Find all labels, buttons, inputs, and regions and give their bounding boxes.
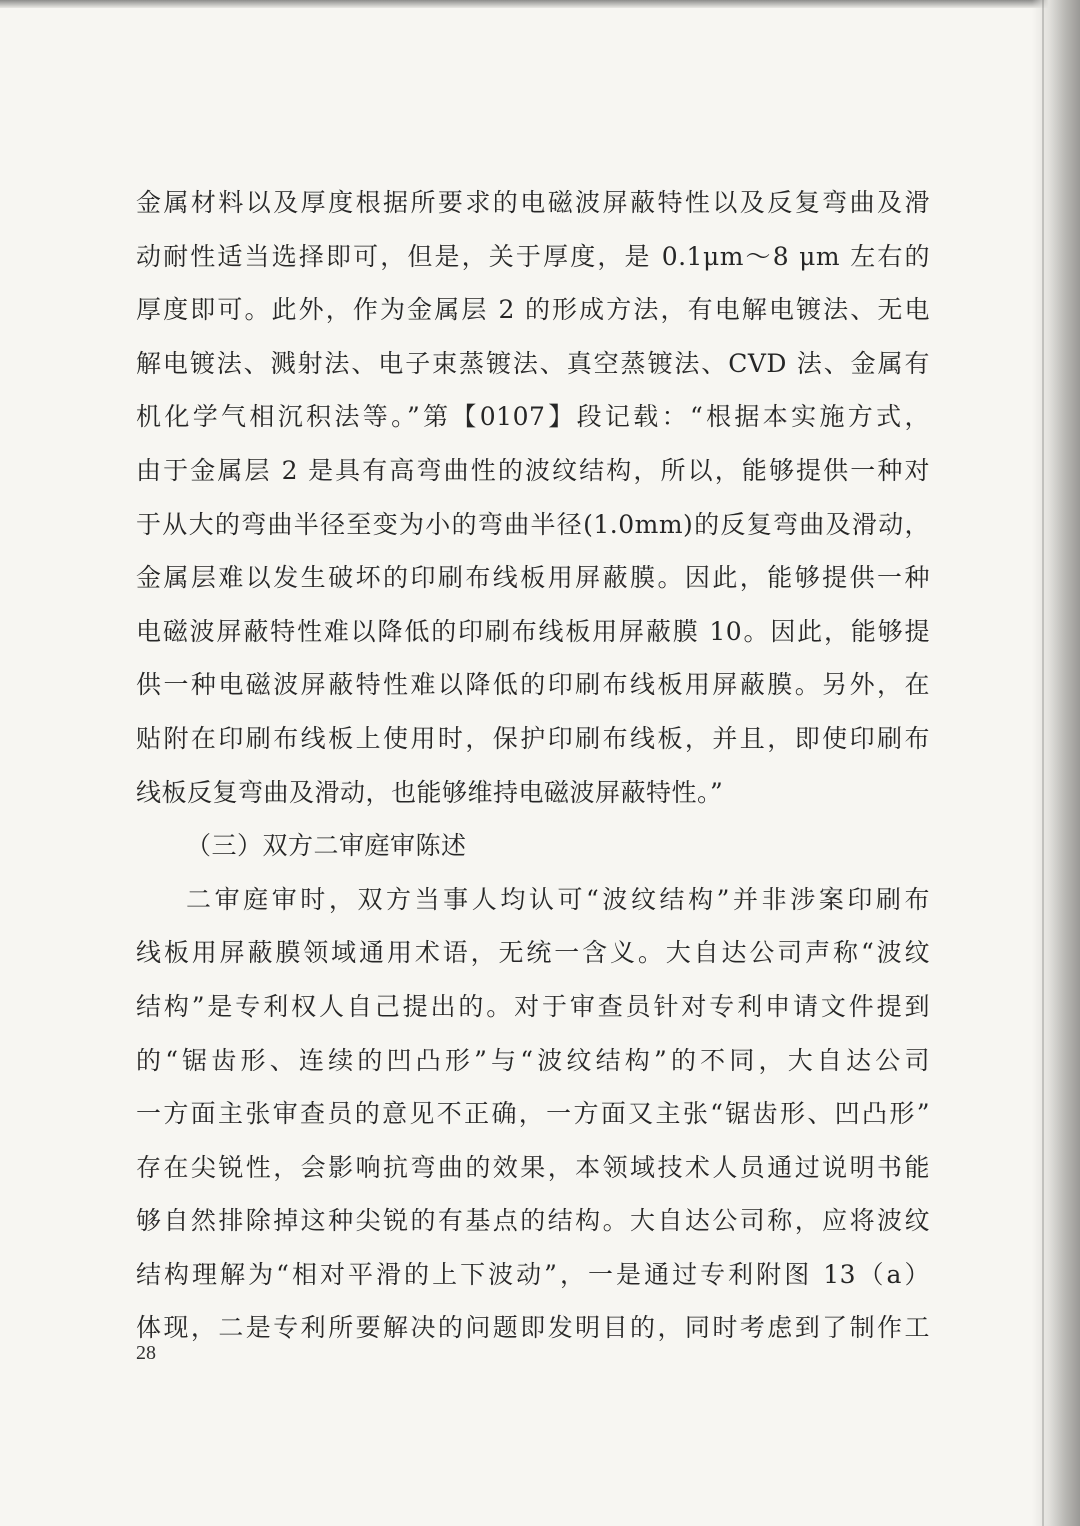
page-body bbox=[136, 176, 930, 1355]
body-line: 线板用屏蔽膜领域通用术语，无统一含义。大自达公司声称“波纹 bbox=[136, 938, 930, 968]
body-line: 由于金属层 2 是具有高弯曲性的波纹结构，所以，能够提供一种对 bbox=[136, 455, 930, 485]
body-line: 金属材料以及厚度根据所要求的电磁波屏蔽特性以及反复弯曲及滑 bbox=[136, 188, 930, 217]
body-line: 于从大的弯曲半径至变为小的弯曲半径(1.0mm)的反复弯曲及滑动， bbox=[136, 509, 930, 539]
body-line: 动耐性适当选择即可，但是，关于厚度，是 0.1μm～8 μm 左右的 bbox=[136, 241, 930, 271]
body-line: 二审庭审时，双方当事人均认可“波纹结构”并非涉案印刷布 bbox=[186, 884, 930, 914]
body-line: 解电镀法、溅射法、电子束蒸镀法、真空蒸镀法、CVD 法、金属有 bbox=[136, 348, 930, 378]
body-line: 金属层难以发生破坏的印刷布线板用屏蔽膜。因此，能够提供一种 bbox=[136, 563, 930, 593]
body-line: 结构”是专利权人自己提出的。对于审查员针对专利申请文件提到 bbox=[136, 991, 930, 1021]
body-line: 的“锯齿形、连续的凹凸形”与“波纹结构”的不同，大自达公司 bbox=[136, 1045, 930, 1075]
section-heading: （三）双方二审庭审陈述 bbox=[186, 831, 467, 861]
body-line: 供一种电磁波屏蔽特性难以降低的印刷布线板用屏蔽膜。另外，在 bbox=[136, 670, 930, 700]
body-line: 机化学气相沉积法等。”第【0107】段记载：“根据本实施方式， bbox=[136, 402, 930, 432]
body-line: 电磁波屏蔽特性难以降低的印刷布线板用屏蔽膜 10。因此，能够提 bbox=[136, 616, 930, 646]
body-line: 体现，二是专利所要解决的问题即发明目的，同时考虑到了制作工 bbox=[136, 1313, 930, 1343]
body-line: 厚度即可。此外，作为金属层 2 的形成方法，有电解电镀法、无电 bbox=[136, 295, 930, 325]
body-line: 够自然排除掉这种尖锐的有基点的结构。大自达公司称，应将波纹 bbox=[136, 1206, 930, 1236]
body-line: 线板反复弯曲及滑动，也能够维持电磁波屏蔽特性。” bbox=[136, 777, 724, 807]
scan-top-edge bbox=[0, 0, 1080, 8]
page-number: 28 bbox=[136, 1342, 156, 1364]
body-line: 一方面主张审查员的意见不正确，一方面又主张“锯齿形、凹凸形” bbox=[136, 1099, 930, 1129]
body-line: 贴附在印刷布线板上使用时，保护印刷布线板，并且，即使印刷布 bbox=[136, 723, 930, 753]
body-line: 存在尖锐性，会影响抗弯曲的效果，本领域技术人员通过说明书能 bbox=[136, 1152, 930, 1182]
scan-binding-line bbox=[1042, 0, 1044, 1526]
body-line: 结构理解为“相对平滑的上下波动”，一是通过专利附图 13（a） bbox=[136, 1259, 930, 1289]
scan-binding-shadow bbox=[1032, 0, 1080, 1526]
